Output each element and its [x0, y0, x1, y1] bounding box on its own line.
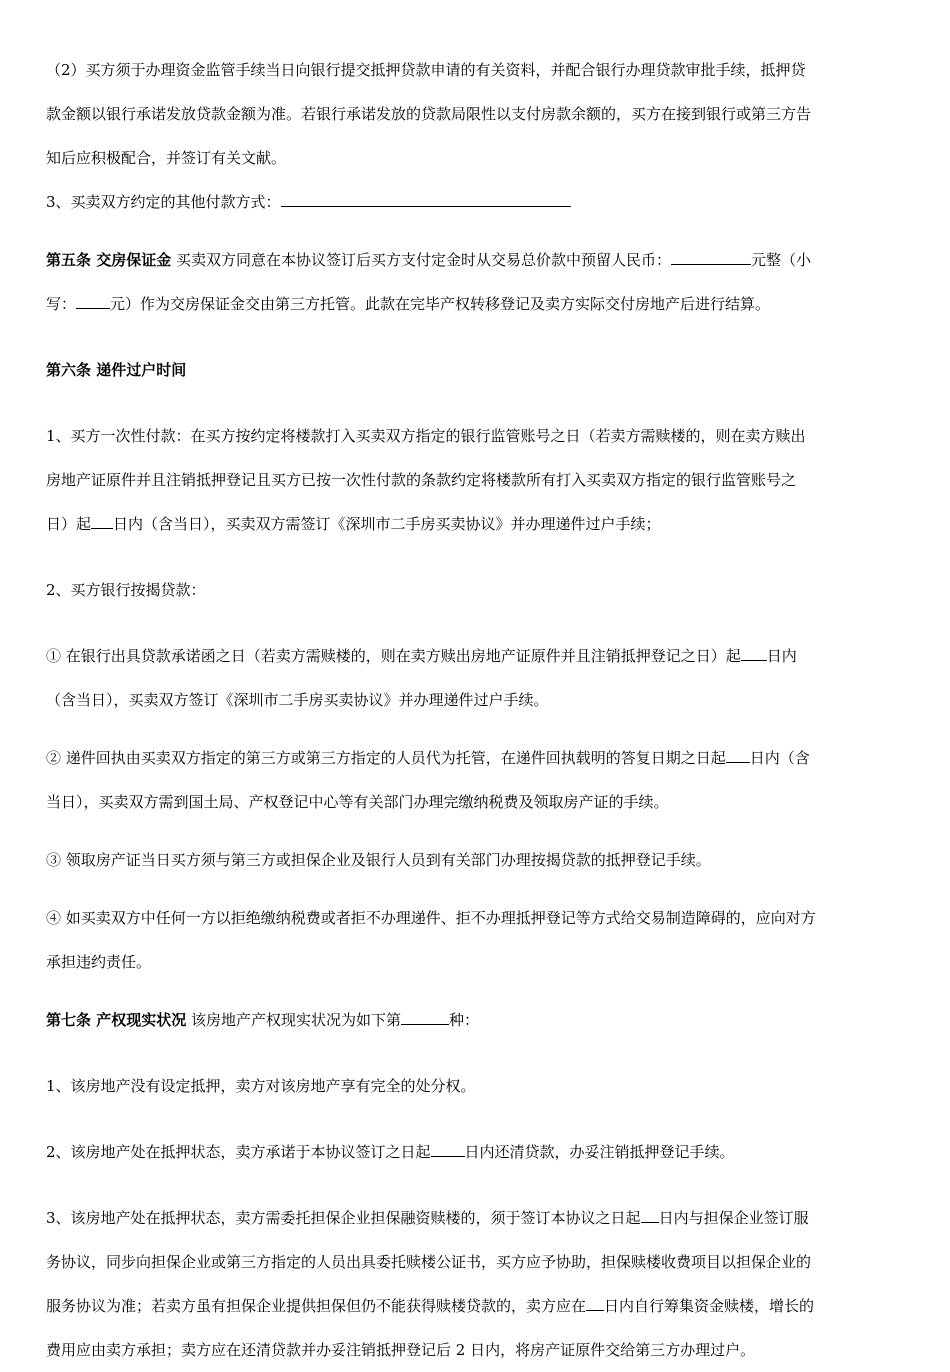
clause-1-line1 [46, 634, 908, 678]
deposit-text-c: 写： [46, 295, 77, 313]
other-payment-blank [281, 192, 571, 207]
status-item-2 [46, 1130, 908, 1174]
lump-sum-line2: 房地产证原件并且注销抵押登记且买方已按一次性付款的条款约定将楼款所有打入买卖双方指定的银行监管账号之 [46, 471, 797, 489]
status-item-1: 1、该房地产没有设定抵押，卖方对该房地产享有完全的处分权。 [46, 1077, 476, 1095]
deposit-line1 [46, 238, 908, 282]
clause-2-text-b: 日内（含 [749, 749, 810, 767]
clause-4-line1: ④ 如买卖双方中任何一方以拒绝缴纳税费或者拒不办理递件、拒不办理抵押登记等方式给交易制造障碍的，应向对方 [46, 909, 816, 927]
status-item-3-text-b: 日内与担保企业签订服 [658, 1209, 809, 1227]
self-redeem-days-blank [586, 1296, 604, 1311]
clause-4-line2: 承担违约责任。 [46, 953, 152, 971]
clause-2-text-a: ② 递件回执由买卖双方指定的第三方或第三方指定的人员代为托管，在递件回执载明的答复日期之日起 [46, 749, 726, 767]
lump-sum-days-blank [91, 514, 113, 529]
paragraph-loan-line1: （2）买方须于办理资金监管手续当日向银行提交抵押贷款申请的有关资料，并配合银行办理贷款审批手续，抵押贷 [46, 61, 806, 79]
status-item-3-line2: 务协议，同步向担保企业或第三方指定的人员出具委托赎楼公证书，买方应予协助，担保赎楼收费项目以担保企业的 [46, 1253, 812, 1271]
clause-2-line1 [46, 736, 908, 780]
deposit-text-d: 元）作为交房保证金交由第三方托管。此款在完毕产权转移登记及卖方实际交付房地产后进行结算。 [110, 295, 771, 313]
status-item-3-text-c: 服务协议为准；若卖方虽有担保企业提供担保但仍不能获得赎楼贷款的，卖方应在 [46, 1297, 587, 1315]
other-payment-item [46, 180, 908, 224]
section-7-heading: 第七条 产权现实状况 [46, 1011, 187, 1029]
section-4-payment [46, 48, 908, 224]
deposit-lowercase-blank [76, 294, 110, 309]
section-7-intro-text-b: 种： [449, 1011, 480, 1029]
section-7-intro-text-a: 该房地产产权现实状况为如下第 [186, 1011, 402, 1029]
mortgage-item: 2、买方银行按揭贷款： [46, 581, 206, 599]
status-item-3-text-d: 日内自行筹集资金赎楼，增长的 [604, 1297, 815, 1315]
deposit-text-b: 元整（小 [751, 251, 812, 269]
clause-3: ③ 领取房产证当日买方须与第三方或担保企业及银行人员到有关部门办理按揭贷款的抵押登记手续。 [46, 851, 711, 869]
lump-sum-line1: 1、买方一次性付款：在买方按约定将楼款打入买卖双方指定的银行监管账号之日（若卖方需赎楼的，则在卖方赎出 [46, 427, 806, 445]
section-7-property-status [46, 998, 908, 1372]
status-item-3-line3 [46, 1284, 908, 1328]
status-item-3-text-a: 3、该房地产处在抵押状态，卖方需委托担保企业担保融资赎楼的，须于签订本协议之日起 [46, 1209, 641, 1227]
deposit-text-a: 买卖双方同意在本协议签订后买方支付定金时从交易总价款中预留人民币： [171, 251, 672, 269]
status-item-3-line1 [46, 1196, 908, 1240]
section-7-intro [46, 998, 908, 1042]
paragraph-loan-line3: 知后应积极配合，并签订有关文献。 [46, 149, 287, 167]
lump-sum-text-a: 日）起 [46, 515, 92, 533]
clause-2-line2: 当日），买卖双方需到国土局、产权登记中心等有关部门办理完缴纳税费及领取房产证的手续。 [46, 793, 669, 811]
deposit-line2 [46, 282, 908, 326]
clause-1-line2: （含当日），买卖双方签订《深圳市二手房买卖协议》并办理递件过户手续。 [46, 691, 549, 709]
clause-1-days-blank [741, 646, 767, 661]
status-type-blank [401, 1010, 449, 1025]
status-item-2-text-b: 日内还清贷款，办妥注销抵押登记手续。 [464, 1143, 735, 1161]
status-item-3-line4: 费用应由卖方承担；卖方应在还清贷款并办妥注销抵押登记后 2 日内，将房产证原件交给第三方办理过户。 [46, 1341, 756, 1359]
section-6-heading: 第六条 递件过户时间 [46, 361, 187, 379]
paragraph-loan-line2: 款金额以银行承诺发放贷款金额为准。若银行承诺发放的贷款局限性以支付房款余额的，买方在接到银行或第三方告 [46, 105, 812, 123]
section-6-transfer-time [46, 348, 908, 984]
lump-sum-text-b: 日内（含当日），买卖双方需签订《深圳市二手房买卖协议》并办理递件过户手续； [113, 515, 661, 533]
other-payment-label: 3、买卖双方约定的其他付款方式： [46, 193, 281, 211]
document-page [46, 62, 908, 1372]
clause-2-days-blank [726, 748, 750, 763]
deposit-amount-blank [671, 250, 751, 265]
section-5-heading: 第五条 交房保证金 [46, 251, 172, 269]
status-item-2-text-a: 2、该房地产处在抵押状态，卖方承诺于本协议签订之日起 [46, 1143, 431, 1161]
lump-sum-line3 [46, 502, 908, 546]
clause-1-text-a: ① 在银行出具贷款承诺函之日（若卖方需赎楼的，则在卖方赎出房地产证原件并且注销抵押登记之日）起 [46, 647, 741, 665]
agreement-days-blank [641, 1208, 659, 1223]
section-5-deposit [46, 238, 908, 326]
repay-days-blank [431, 1142, 465, 1157]
clause-1-text-b: 日内 [766, 647, 797, 665]
